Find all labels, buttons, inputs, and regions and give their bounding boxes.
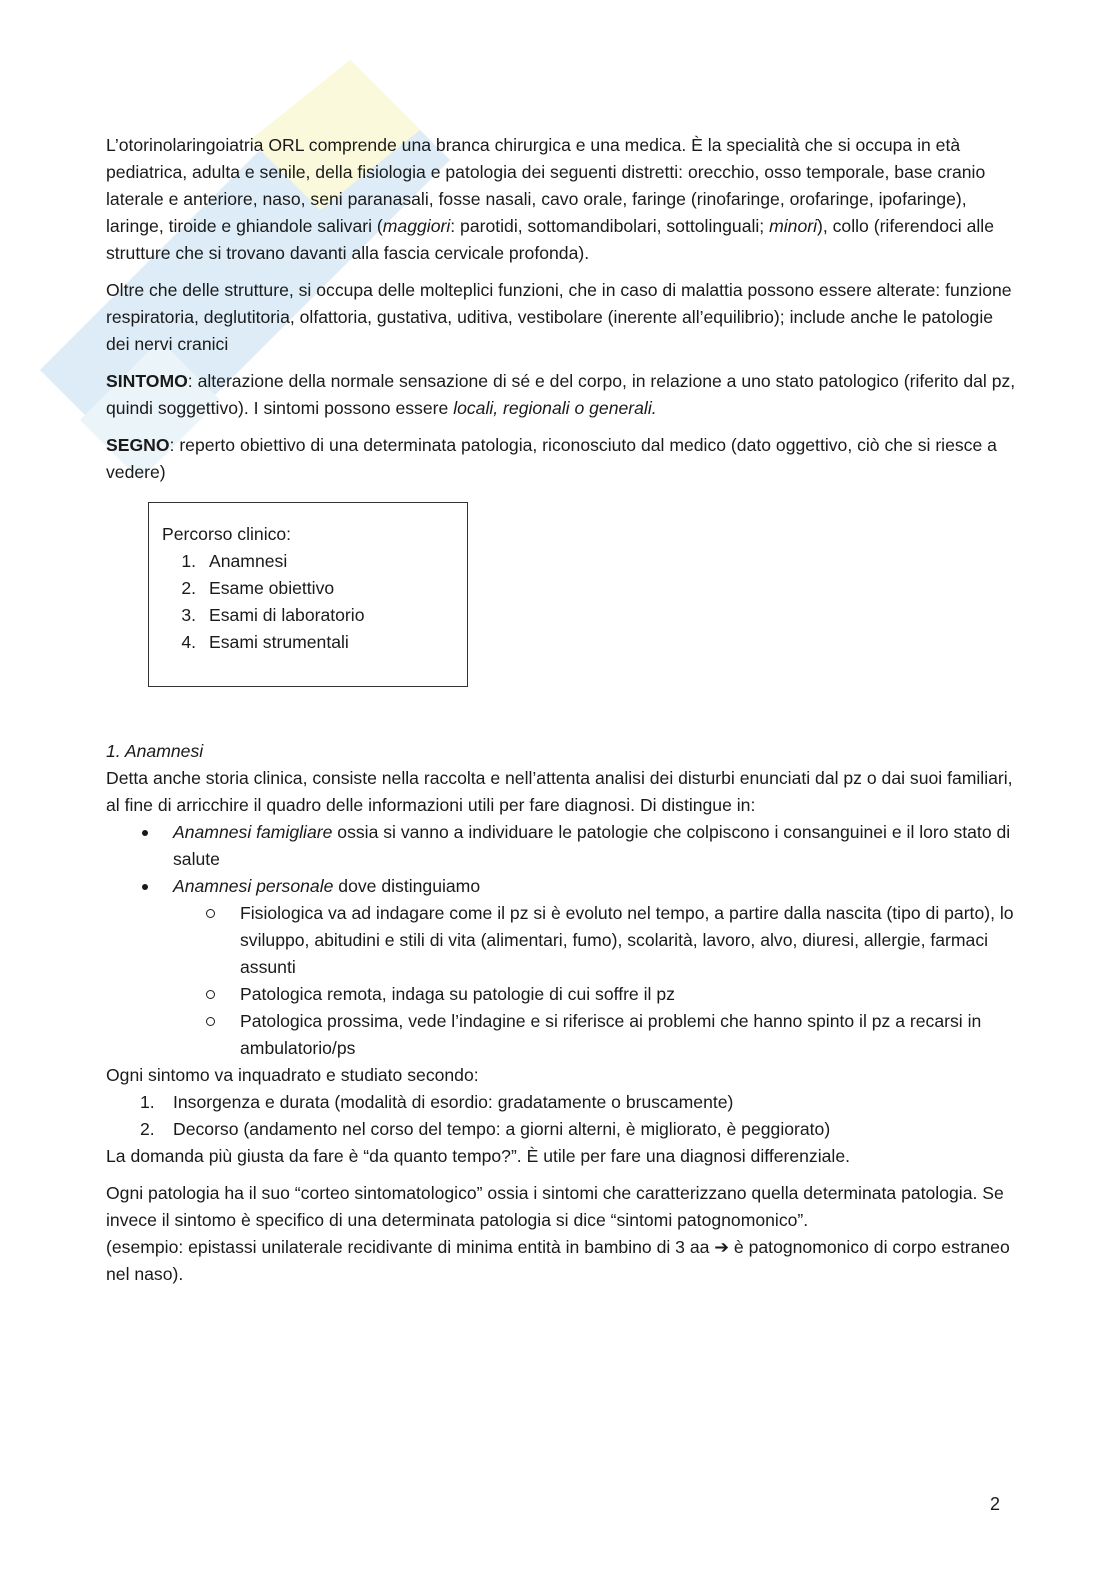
ogni-sintomo-text: Ogni sintomo va inquadrato e studiato secondo: [106, 1065, 479, 1085]
sub-bullet-item: Patologica remota, indaga su patologie di cui soffre il pz [106, 981, 1016, 1008]
box-item: 4. Esami strumentali [181, 632, 349, 652]
bullet-icon [142, 830, 148, 836]
sub-bullet-item: Fisiologica va ad indagare come il pz si è evoluto nel tempo, a partire dalla nascita (tipo di parto), lo sviluppo, abitudini e stili di vita (alimentari, fumo), scolarità, lavoro, alvo, diuresi, allergie, farmaci assunti [106, 900, 1016, 981]
bullet-icon [142, 884, 148, 890]
box-title: Percorso clinico: [162, 524, 292, 544]
circle-bullet-icon [206, 1017, 215, 1026]
bullet-item: Anamnesi personale dove distinguiamo [106, 873, 1016, 900]
page-content [106, 132, 1016, 1288]
functions-paragraph: Oltre che delle strutture, si occupa delle molteplici funzioni, che in caso di malattia possono essere alterate: funzione respiratoria, deglutitoria, olfattoria, gustativa, uditiva, vestibolare (inerente all’equilibrio); include anche le patologie dei nervi cranici [106, 280, 1012, 354]
box-item: 3. Esami di laboratorio [181, 605, 365, 625]
bullet-item: Anamnesi famigliare ossia si vanno a individuare le patologie che colpiscono i consanguinei e il loro stato di salute [106, 819, 1016, 873]
intro-paragraph: L’otorinolaringoiatria ORL comprende una branca chirurgica e una medica. È la specialità che si occupa in età pediatrica, adulta e senile, della fisiologia e patologia dei seguenti distretti: orecchio, osso temporale, base cranio laterale e anteriore, naso, seni paranasali, fosse nasali, cavo orale, faringe (rinofaringe, orofaringe, ipofaringe), laringe, tiroide e ghiandole salivari (maggiori: parotidi, sottomandibolari, sottolinguali; minori), collo (riferendoci alle strutture che si trovano davanti alla fascia cervicale profonda). [106, 135, 994, 263]
percorso-clinico-box [148, 502, 468, 687]
page-number: 2 [990, 1494, 1001, 1514]
anamnesi-intro: Detta anche storia clinica, consiste nella raccolta e nell’attenta analisi dei disturbi enunciati dal pz o dai suoi familiari, al fine di arricchire il quadro delle informazioni utili per fare diagnosi. Di distingue in: [106, 768, 1013, 815]
esempio-paragraph: (esempio: epistassi unilaterale recidivante di minima entità in bambino di 3 aa ➔ è patognomonico di corpo estraneo nel naso). [106, 1237, 1010, 1284]
circle-bullet-icon [206, 990, 215, 999]
numbered-item: 2. Decorso (andamento nel corso del tempo: a giorni alterni, è migliorato, è peggiorato) [140, 1119, 831, 1139]
arrow-icon: ➔ [714, 1237, 730, 1257]
box-item: 2. Esame obiettivo [181, 578, 335, 598]
domanda-text: La domanda più giusta da fare è “da quanto tempo?”. È utile per fare una diagnosi differenziale. [106, 1146, 850, 1166]
anamnesi-heading: 1. Anamnesi [106, 741, 204, 761]
box-item: 1. Anamnesi [181, 551, 288, 571]
circle-bullet-icon [206, 909, 215, 918]
sub-bullet-item: Patologica prossima, vede l’indagine e si riferisce ai problemi che hanno spinto il pz a recarsi in ambulatorio/ps [106, 1008, 1016, 1062]
sintomo-definition: SINTOMO: alterazione della normale sensazione di sé e del corpo, in relazione a uno stato patologico (riferito dal pz, quindi soggettivo). I sintomi possono essere locali, regionali o generali. [106, 371, 1016, 418]
segno-definition: SEGNO: reperto obiettivo di una determinata patologia, riconosciuto dal medico (dato oggettivo, ciò che si riesce a vedere) [106, 435, 997, 482]
numbered-item: 1. Insorgenza e durata (modalità di esordio: gradatamente o bruscamente) [140, 1092, 734, 1112]
corteo-paragraph: Ogni patologia ha il suo “corteo sintomatologico” ossia i sintomi che caratterizzano quella determinata patologia. Se invece il sintomo è specifico di una determinata patologia si dice “sintomi patognomonico”. [106, 1183, 1004, 1230]
